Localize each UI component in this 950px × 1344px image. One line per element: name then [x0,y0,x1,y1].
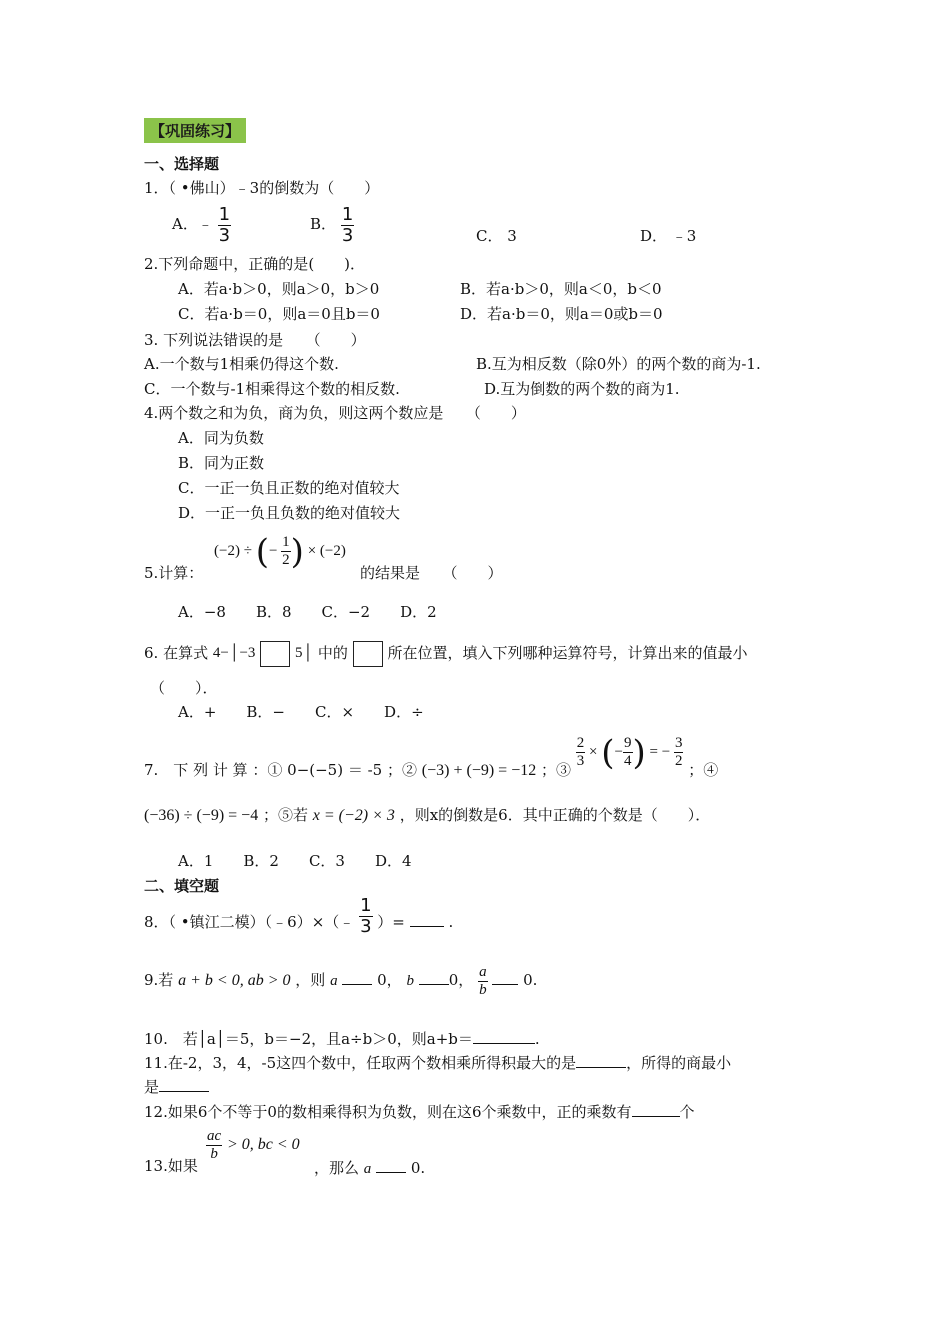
q5-prefix: 5.计算： [144,564,204,582]
q4-option-d: D．一正一负且负数的绝对值较大 [178,504,401,522]
q13-conclusion: ，那么 a 0. [314,1156,425,1179]
section-choice-heading: 一、选择题 [144,155,220,173]
q13-prefix: 13.如果 [144,1157,198,1175]
q13-answer-blank [376,1156,406,1173]
q4-option-b: B．同为正数 [178,454,265,472]
q1-option-c: C． 3 [476,227,517,245]
q6-blank-box [260,641,290,667]
q13-condition: $\frac{ac}{b}$ > 0, bc < 0 [207,1127,300,1162]
q12-line: 12.如果6个不等于0的数相乘得积为负数，则在这6个乘数中，正的乘数有 个 [144,1100,695,1122]
q1-fraction-a: $\frac{1}{3}$ [218,203,231,246]
q2-option-c: C．若a·b＝0，则a＝0且b＝0 [178,305,380,323]
q2-option-a: A．若a·b＞0，则a＞0，b＞0 [178,280,380,298]
q12-answer-blank [632,1100,680,1117]
q6-line: 6. 在算式 4−│−3 5│ 中的 所在位置，填入下列哪种运算符号，计算出来的值最小 [144,640,748,667]
q3-option-a: A.一个数与1相乘仍得这个数. [144,355,339,373]
section-fill-heading: 二、填空题 [144,877,220,895]
q1-fraction-b: $\frac{1}{3}$ [341,203,354,246]
q1-option-a: A．﹣ $\frac{1}{3}$ [172,203,231,246]
q6-blank-box-ref [353,641,383,667]
q6-options: A．+ B．− C．× D．÷ [178,703,424,721]
q11-blank-product [576,1051,626,1068]
q8-answer-blank [410,910,444,927]
q11-blank-quotient [159,1075,209,1092]
q7-line1: 7. 下 列 计 算 ：① 0−(−5) ＝ -5 ；② (−3) + (−9) = −12 ；③ $\frac{2}{3}$ × (− $\frac{9}{4}$ ) = − $\frac{3}{2}$ ；④ [144,732,719,779]
q1-option-b: B． $\frac{1}{3}$ [310,203,354,246]
q1-option-d: D． ﹣3 [640,227,697,245]
q5-suffix: 的结果是 （ ） [360,564,503,582]
q9-blank-b [419,968,449,985]
q5-options: A．−8 B．8 C．−2 D．2 [178,603,437,621]
q3-stem: 3. 下列说法错误的是 （ ） [144,331,366,349]
q9-blank-ratio [492,968,518,985]
q3-option-d: D.互为倒数的两个数的商为1. [484,380,680,398]
q9-line: 9.若 a + b < 0, ab > 0 ，则 a 0， b 0， $\frac{a}{b}$ 0. [144,963,538,998]
q1-stem: 1．（ •佛山）﹣3的倒数为（ ） [144,179,380,197]
q6-answer-paren: （ ）． [150,679,218,697]
q2-stem: 2.下列命题中，正确的是( )． [144,255,366,273]
q4-stem: 4.两个数之和为负，商为负，则这两个数应是 （ ） [144,404,526,422]
q9-blank-a [342,968,372,985]
q10-line: 10. 若│a│＝5，b＝−2，且a÷b＞0，则a+b＝ . [144,1027,540,1049]
q4-option-c: C．一正一负且正数的绝对值较大 [178,479,400,497]
q7-line2: (−36) ÷ (−9) = −4 ；⑤若 x = (−2) × 3 ，则x的倒数是6．其中正确的个数是（ ）． [144,806,711,824]
q2-option-d: D．若a·b＝0，则a＝0或b＝0 [460,305,663,323]
q3-option-b: B.互为相反数（除0外）的两个数的商为-1. [476,355,761,373]
section-badge: 【巩固练习】 [144,118,246,143]
q7-options: A．1 B．2 C．3 D．4 [178,852,412,870]
q10-answer-blank [473,1027,535,1044]
q11-line2: 是 [144,1075,209,1097]
q2-option-b: B．若a·b＞0，则a＜0，b＜0 [460,280,662,298]
q3-option-c: C．一个数与-1相乘得这个数的相反数. [144,380,400,398]
q5-expression: (−2) ÷ (− $\frac{1}{2}$ ) × (−2) [214,531,346,572]
q11-line1: 11.在-2，3，4，-5这四个数中，任取两个数相乘所得积最大的是 ，所得的商最小 [144,1051,731,1073]
q8-line: 8．（ •镇江二模）（﹣6）×（﹣ $\frac{1}{3}$ ）= . [144,894,454,937]
q4-option-a: A．同为负数 [178,429,264,447]
